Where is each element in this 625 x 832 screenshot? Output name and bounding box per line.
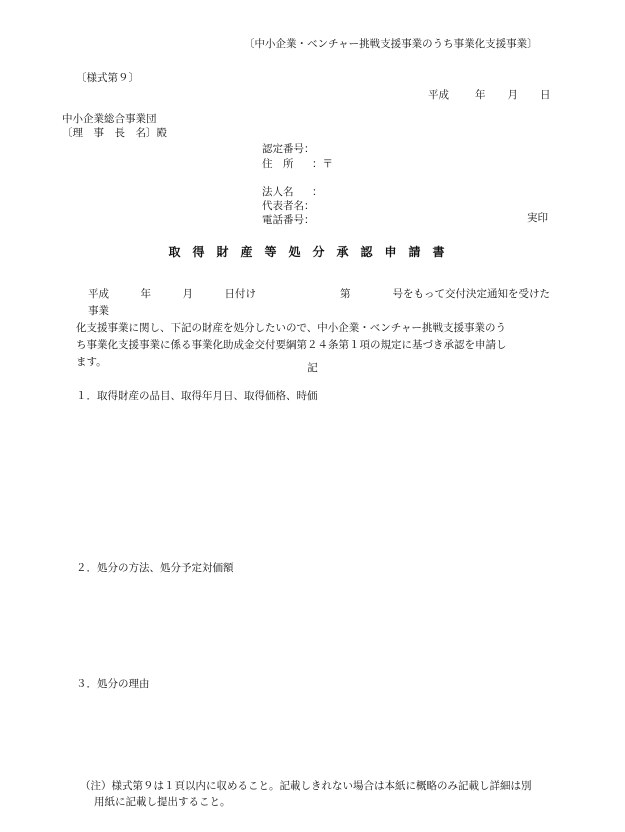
footnote-line-1: （注）様式第９は１頁以内に収めること。記載しきれない場合は本紙に概略のみ記載し詳細は別 — [80, 780, 532, 792]
seal-label: 実印 — [527, 212, 548, 224]
section-2-heading: ２．処分の方法、処分予定対価額 — [76, 562, 234, 574]
date-month: 月 — [507, 89, 518, 101]
body-line-2: 化支援事業に関し、下記の財産を処分したいので、中小企業・ベンチャー挑戦支援事業のう — [76, 322, 506, 334]
body-line-4: ます。 — [76, 356, 107, 368]
section-3-heading: ３．処分の理由 — [76, 678, 150, 690]
document-title: 取得財産等処分承認申請書 — [168, 245, 457, 259]
addressee-person: 〔理 事 長 名〕殿 — [62, 127, 167, 139]
phone-row — [262, 212, 315, 227]
application-body — [76, 286, 560, 371]
address-value: ：〒 — [312, 158, 333, 170]
footnote — [80, 778, 550, 810]
corp-name-value: ： — [312, 186, 323, 198]
ki-heading: 記 — [307, 362, 318, 374]
phone-label: 電話番号： — [262, 214, 315, 226]
application-date — [428, 89, 551, 102]
addressee-org: 中小企業総合事業団 — [62, 113, 157, 125]
corp-name-label: 法人名 — [262, 186, 294, 198]
body-line-3: ち事業化支援事業に係る事業化助成金交付要綱第２４条第１項の規定に基づき承認を申請し — [76, 339, 507, 351]
date-era: 平成 — [428, 89, 449, 101]
representative-row — [262, 198, 315, 213]
section-1-heading: １．取得財産の品目、取得年月日、取得価格、時価 — [76, 390, 318, 402]
form-number: 〔様式第９〕 — [76, 72, 139, 84]
address-label: 住 所 — [262, 158, 294, 170]
representative-label: 代表者名： — [262, 200, 315, 212]
date-year: 年 — [475, 89, 486, 101]
cert-number-label: 認定番号： — [262, 143, 315, 155]
body-line-1: 平成 年 月 日付け 第 号をもって交付決定通知を受けた事業 — [88, 288, 550, 317]
footnote-line-2: 用紙に記載し提出すること。 — [94, 796, 231, 808]
cert-number-row — [262, 141, 315, 156]
program-header: 〔中小企業・ベンチャー挑戦支援事業のうち事業化支援事業〕 — [244, 38, 538, 50]
address-row — [262, 156, 333, 171]
corp-name-row — [262, 184, 323, 199]
date-day: 日 — [540, 89, 551, 101]
